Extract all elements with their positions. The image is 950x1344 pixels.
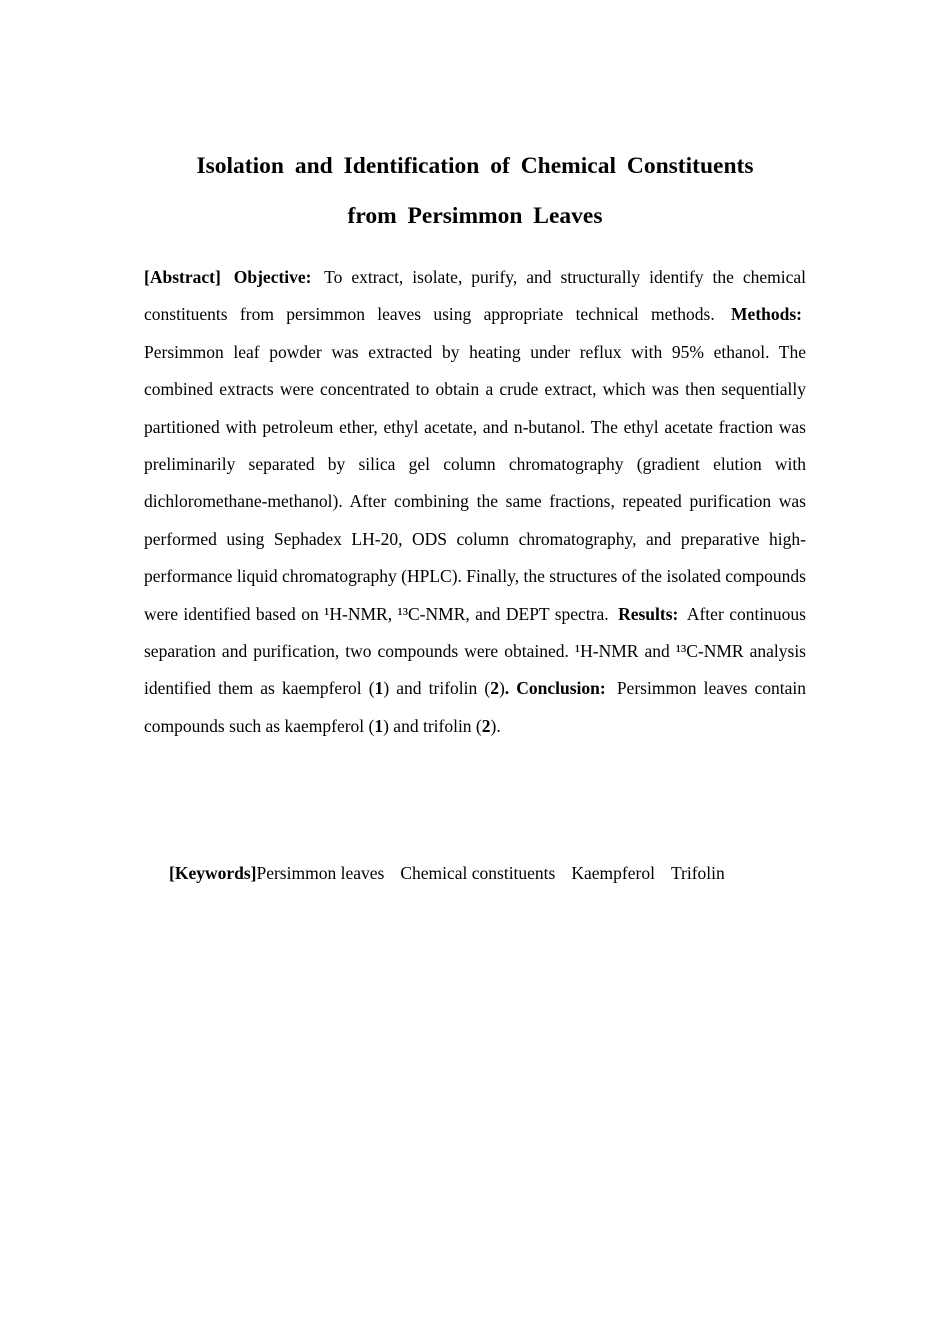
results-text-2: ) and trifolin (: [383, 678, 491, 699]
title-line-1: Isolation and Identification of Chemical Constituents: [196, 153, 754, 179]
conclusion-text-3: ).: [490, 715, 501, 736]
objective-text: To extract, isolate, purify, and structurally identify the chemical constituents from persimmon leaves using appropriate technical methods.: [144, 267, 807, 325]
objective-label: Objective:: [233, 267, 312, 287]
compound-number-2: 2: [490, 678, 499, 699]
keyword-item: Persimmon leaves: [256, 863, 385, 883]
keyword-item: Chemical constituents: [400, 863, 556, 883]
results-label: Results:: [618, 603, 679, 624]
keywords-line: [169, 858, 869, 888]
keyword-item: Kaempferol: [571, 863, 655, 883]
conclusion-text-1: Persimmon leaves contain compounds such as kaempferol (: [144, 678, 807, 736]
compound-number-1: 1: [374, 678, 384, 699]
compound-number-1-conclusion: 1: [374, 715, 384, 736]
paper-title: [144, 141, 806, 241]
methods-label: Methods:: [731, 304, 802, 325]
abstract-tag: [Abstract]: [144, 267, 221, 287]
conclusion-text-2: ) and trifolin (: [383, 715, 482, 736]
title-line-2: from Persimmon Leaves: [347, 203, 603, 229]
results-text-1: After continuous separation and purification, two compounds were obtained. ¹H-NMR and ¹³C-NMR analysis identified them as kaempferol (: [144, 603, 806, 699]
keywords-label: [Keywords]: [169, 863, 257, 883]
methods-text: Persimmon leaf powder was extracted by heating under reflux with 95% ethanol. The combined extracts were concentrated to obtain a crude extract, which was then sequentially partitioned with petroleum ether, ethyl acetate, and n-butanol. The ethyl acetate fraction was preliminarily separated by silica gel column chromatography (gradient elution with dichloromethane-methanol). After combining the same fractions, repeated purification was performed using Sephadex LH-20, ODS column chromatography, and preparative high-performance liquid chromatography (HPLC). Finally, the structures of the isolated compounds were identified based on ¹H-NMR, ¹³C-NMR, and DEPT spectra.: [144, 341, 806, 624]
keyword-item: Trifolin: [670, 863, 725, 883]
compound-number-2-conclusion: 2: [481, 715, 491, 736]
conclusion-label: . Conclusion:: [504, 678, 606, 699]
results-text-3: ): [498, 678, 505, 699]
abstract-paragraph: [144, 259, 806, 745]
